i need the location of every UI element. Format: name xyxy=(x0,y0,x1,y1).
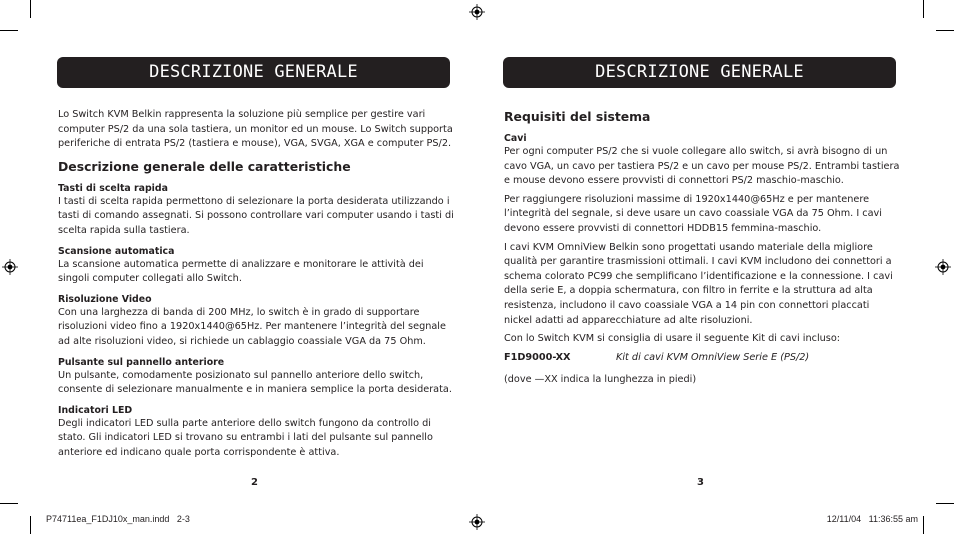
registration-mark-icon xyxy=(469,4,485,20)
feature-text: La scansione automatica permette di analizzare e monitorare le attività dei singoli computer collegati allo Switch. xyxy=(58,258,424,285)
section-heading: Requisiti del sistema xyxy=(504,109,651,124)
crop-mark xyxy=(0,30,18,31)
cable-kit-row xyxy=(504,351,900,366)
right-page-banner: DESCRIZIONE GENERALE xyxy=(503,57,896,88)
body-paragraph: Per ogni computer PS/2 che si vuole collegare allo switch, si avrà bisogno di un cavo VGA, un cavo per tastiera PS/2 e un cavo per mouse PS/2. Entrambi tastiera e mouse devono essere provvisti di connettori PS/2 maschio-maschio. xyxy=(504,146,900,187)
feature-text: Con una larghezza di banda di 200 MHz, lo switch è in grado di supportare risoluzioni video fino a 1920x1440@65Hz. Per mantenere l’integrità del segnale ad alte risoluzioni video, si richiede un cablaggio coassiale VGA da 75 Ohm. xyxy=(58,306,446,347)
page-number-left: 2 xyxy=(251,477,258,488)
kit-description: Kit di cavi KVM OmniView Serie E (PS/2) xyxy=(616,351,810,363)
kit-code: F1D9000-XX xyxy=(504,351,571,363)
feature-text: Degli indicatori LED sulla parte anteriore dello switch fungono da controllo di stato. Gli indicatori LED si trovano su entrambi i lati del pulsante sul pannello anteriore ed indicano quale porta corrispondente è attiva. xyxy=(58,417,433,458)
body-paragraph: Per raggiungere risoluzioni massime di 1920x1440@65Hz e per mantenere l’integrità del segnale, si deve usare un cavo coassiale VGA da 75 Ohm. I cavi devono essere provvisti di connettori HDDB15 femmina-maschio. xyxy=(504,193,882,234)
registration-mark-icon xyxy=(469,514,485,530)
page-number-right: 3 xyxy=(697,477,704,488)
section-heading: Descrizione generale delle caratteristiche xyxy=(58,158,351,174)
feature-title: Risoluzione Video xyxy=(58,293,152,305)
crop-mark xyxy=(0,503,18,504)
registration-mark-icon xyxy=(935,259,951,275)
feature-title: Indicatori LED xyxy=(58,404,133,416)
feature-title: Scansione automatica xyxy=(58,245,175,257)
left-page-body xyxy=(58,108,454,465)
feature-text: Un pulsante, comodamente posizionato sul pannello anteriore dello switch, consente di selezionare manualmente e in maniera semplice la porta desiderata. xyxy=(58,369,452,396)
crop-mark xyxy=(936,30,954,31)
crop-mark xyxy=(923,0,924,18)
feature-title: Tasti di scelta rapida xyxy=(58,182,168,194)
crop-mark xyxy=(30,516,31,534)
feature-text: I tasti di scelta rapida permettono di selezionare la porta desiderata utilizzando i tasti di comando assegnati. Si possono controllare vari computer usando i tasti di scelta rapida sulla tastiera. xyxy=(58,195,454,236)
footer-timestamp: 12/11/04 11:36:55 am xyxy=(826,514,918,524)
crop-mark xyxy=(923,516,924,534)
footer-filename: P74711ea_F1DJ10x_man.indd 2-3 xyxy=(46,514,190,524)
body-paragraph: Con lo Switch KVM si consiglia di usare il seguente Kit di cavi incluso: xyxy=(504,333,841,345)
registration-mark-icon xyxy=(2,259,18,275)
subsection-title: Cavi xyxy=(504,133,527,144)
intro-paragraph: Lo Switch KVM Belkin rappresenta la soluzione più semplice per gestire vari computer PS/2 da una sola tastiera, un monitor ed un mouse. Lo Switch supporta periferiche di entrata PS/2 (tastiera e mouse), VGA, SVGA, XGA e computer PS/2. xyxy=(58,109,453,150)
right-page-body xyxy=(504,108,900,392)
kit-note: (dove —XX indica la lunghezza in piedi) xyxy=(504,374,697,386)
feature-title: Pulsante sul pannello anteriore xyxy=(58,356,225,368)
body-paragraph: I cavi KVM OmniView Belkin sono progettati usando materiale della migliore qualità per garantire trasmissioni ottimali. I cavi KVM includono dei connettori a schema colorato PC99 che semplificano l’identificazione e la connessione. I cavi della serie E, a doppia schermatura, con filtro in ferrite e la struttura ad alta resistenza, includono il cavo coassiale VGA a 14 pin con connettori placcati nickel adatti ad apparecchiature ad alte risoluzioni. xyxy=(504,241,893,326)
crop-mark xyxy=(936,503,954,504)
left-page-banner: DESCRIZIONE GENERALE xyxy=(57,57,450,88)
crop-mark xyxy=(30,0,31,18)
